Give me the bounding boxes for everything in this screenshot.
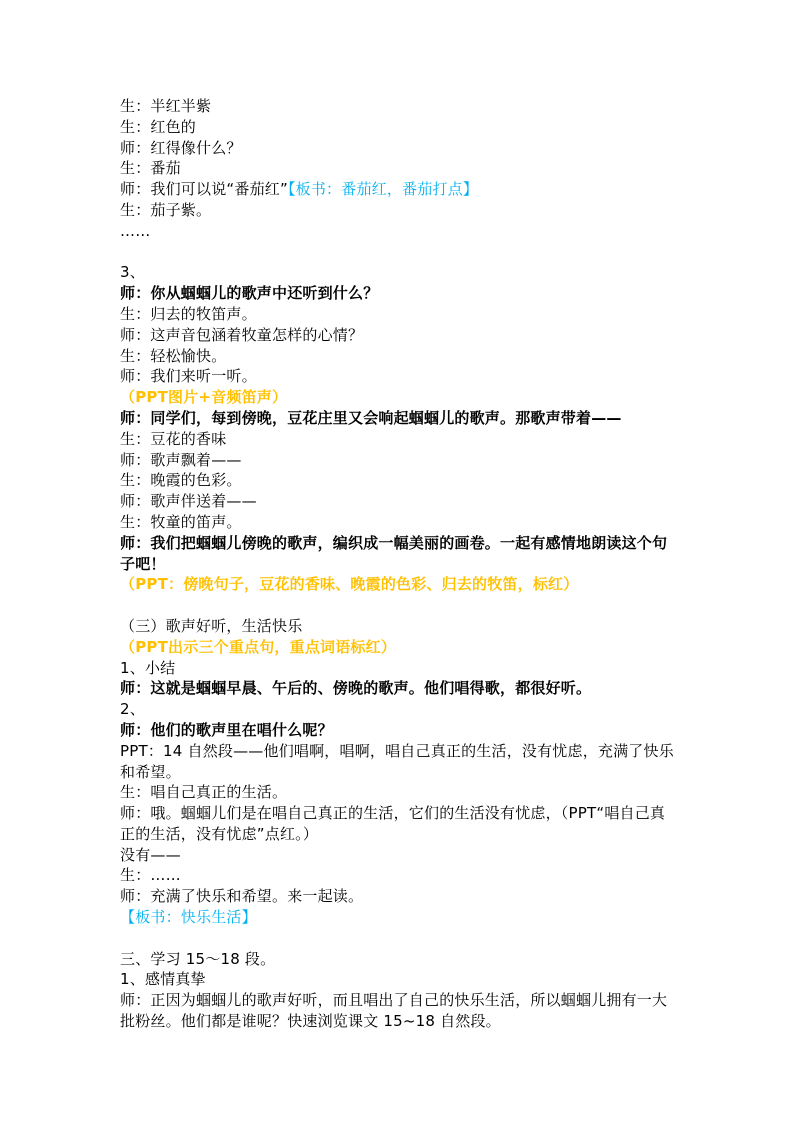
blank-line: [120, 928, 680, 949]
text-line: 师：正因为蝈蝈儿的歌声好听，而且唱出了自己的快乐生活，所以蝈蝈儿拥有一大批粉丝。他们都是谁呢？快速浏览课文 15~18 自然段。: [120, 991, 668, 1031]
ppt-note: （PPT图片+音频笛声）: [120, 388, 288, 407]
section-heading: 三、学习 15～18 段。: [120, 949, 276, 968]
ppt-note: （PPT：傍晚句子，豆花的香味、晚霞的色彩、归去的牧笛，标红）: [120, 575, 579, 594]
document-page: [120, 96, 680, 1032]
board-note: 【板书：番茄红，番茄打点】: [287, 180, 479, 199]
teacher-prompt: 师：同学们，每到傍晚，豆花庄里又会响起蝈蝈儿的歌声。那歌声带着——: [120, 408, 622, 427]
teacher-question: 师：他们的歌声里在唱什么呢？: [120, 720, 333, 739]
teacher-summary: 师：这就是蝈蝈早晨、午后的、傍晚的歌声。他们唱得歌，都很好听。: [120, 679, 592, 698]
text-line: 生：半红半紫: [120, 97, 212, 115]
teacher-question: 师：你从蝈蝈儿的歌声中还听到什么？: [120, 284, 379, 303]
section-number: 2、: [120, 700, 145, 719]
text-line: 生：茄子紫。: [120, 200, 212, 219]
text-line: 师：歌声飘着——: [120, 450, 242, 469]
item-heading: 1、小结: [120, 658, 176, 677]
board-note: 【板书：快乐生活】: [120, 908, 257, 927]
text-line: 没有——: [120, 845, 181, 864]
ellipsis-line: ……: [120, 221, 151, 240]
ppt-note: （PPT出示三个重点句，重点词语标红）: [120, 637, 397, 656]
text-line: 生：归去的牧笛声。: [120, 304, 257, 323]
subsection-heading: （三）歌声好听，生活快乐: [120, 616, 303, 635]
blank-line: [120, 595, 680, 616]
text-line: 师：哦。蝈蝈儿们是在唱自己真正的生活，它们的生活没有忧虑，（PPT“唱自己真正的生活，没有忧虑”点红。）: [120, 804, 666, 843]
text-line: 生：晚霞的色彩。: [120, 471, 242, 490]
item-heading: 1、感情真挚: [120, 970, 206, 989]
text-line: 生：轻松愉快。: [120, 346, 227, 365]
text-line-with-board-note: [120, 179, 680, 200]
text-line: 生：红色的: [120, 117, 197, 136]
text-line: 师：充满了快乐和希望。来一起读。: [120, 887, 364, 906]
ppt-text: PPT：14 自然段——他们唱啊，唱啊，唱自己真正的生活，没有忧虑，充满了快乐和希望。: [120, 741, 674, 781]
blank-line: [120, 242, 680, 263]
text-line: 师：红得像什么？: [120, 138, 242, 157]
teacher-prompt: 师：我们把蝈蝈儿傍晚的歌声，编织成一幅美丽的画卷。一起有感情地朗读这个句子吧！: [120, 533, 668, 573]
text-line: 师：这声音包涵着牧童怎样的心情？: [120, 325, 364, 344]
section-number: 3、: [120, 263, 145, 282]
text-line: 生：番茄: [120, 159, 181, 178]
text-line: 师：我们来听一听。: [120, 367, 257, 386]
text-line: 生：唱自己真正的生活。: [120, 783, 288, 802]
line-text: 师：我们可以说“番茄红”: [120, 180, 288, 199]
text-line: 生：豆花的香味: [120, 429, 227, 448]
text-line: 生：牧童的笛声。: [120, 512, 242, 531]
text-line: 生：……: [120, 866, 181, 885]
text-line: 师：歌声伴送着——: [120, 492, 257, 511]
